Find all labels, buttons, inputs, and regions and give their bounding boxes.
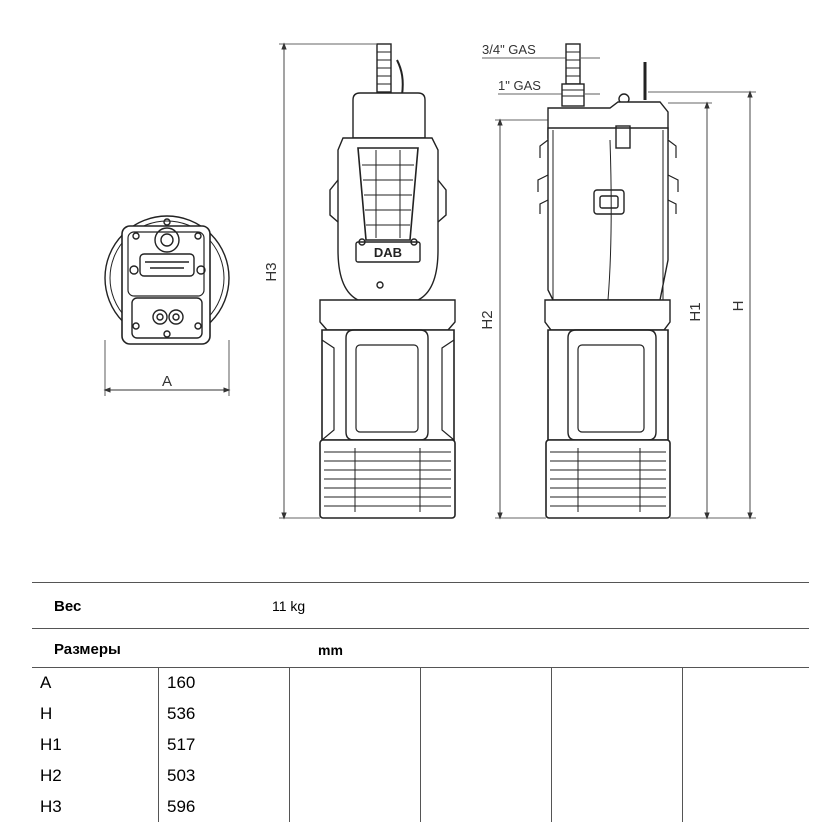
weight-label: Вес: [54, 598, 82, 615]
empty-cell: [552, 698, 683, 729]
gas-3-4-label: 3/4" GAS: [482, 42, 536, 57]
divider: [32, 582, 809, 583]
dim-label-h: H: [730, 300, 747, 312]
table-row: [32, 791, 791, 822]
dim-label-h3: H3: [263, 262, 280, 282]
dim-label-h2: H2: [479, 310, 496, 330]
dim-name: A: [32, 667, 159, 698]
dim-label-h1: H1: [687, 302, 704, 322]
empty-cell: [421, 729, 552, 760]
dim-value: 536: [159, 698, 290, 729]
empty-cell: [683, 791, 792, 822]
dim-name: H3: [32, 791, 159, 822]
empty-cell: [552, 791, 683, 822]
empty-cell: [290, 729, 421, 760]
dim-value: 517: [159, 729, 290, 760]
dim-value: 503: [159, 760, 290, 791]
dimensions-label: Размеры: [54, 641, 121, 658]
dim-name: H2: [32, 760, 159, 791]
empty-cell: [290, 760, 421, 791]
empty-cell: [683, 698, 792, 729]
dimensions-unit: mm: [318, 642, 343, 658]
empty-cell: [683, 760, 792, 791]
dim-name: H: [32, 698, 159, 729]
dim-name: H1: [32, 729, 159, 760]
table-row: [32, 698, 791, 729]
dimensions-table: [32, 667, 791, 822]
empty-cell: [683, 729, 792, 760]
empty-cell: [421, 667, 552, 698]
empty-cell: [552, 760, 683, 791]
empty-cell: [552, 729, 683, 760]
dimension-a: [105, 340, 229, 396]
dimension-h1: [668, 103, 712, 518]
brand-label: DAB: [373, 245, 403, 260]
empty-cell: [290, 791, 421, 822]
dim-value: 596: [159, 791, 290, 822]
dim-label-a: A: [161, 373, 173, 390]
weight-value: 11 kg: [272, 598, 306, 614]
table-row: [32, 667, 791, 698]
top-view: [105, 216, 229, 344]
empty-cell: [290, 698, 421, 729]
divider: [32, 628, 809, 629]
empty-cell: [683, 667, 792, 698]
empty-cell: [421, 760, 552, 791]
empty-cell: [290, 667, 421, 698]
empty-cell: [552, 667, 683, 698]
side-view: [538, 44, 678, 518]
table-row: [32, 729, 791, 760]
empty-cell: [421, 698, 552, 729]
empty-cell: [421, 791, 552, 822]
table-row: [32, 760, 791, 791]
dim-value: 160: [159, 667, 290, 698]
gas-1-label: 1" GAS: [498, 78, 541, 93]
front-view: [320, 44, 455, 518]
